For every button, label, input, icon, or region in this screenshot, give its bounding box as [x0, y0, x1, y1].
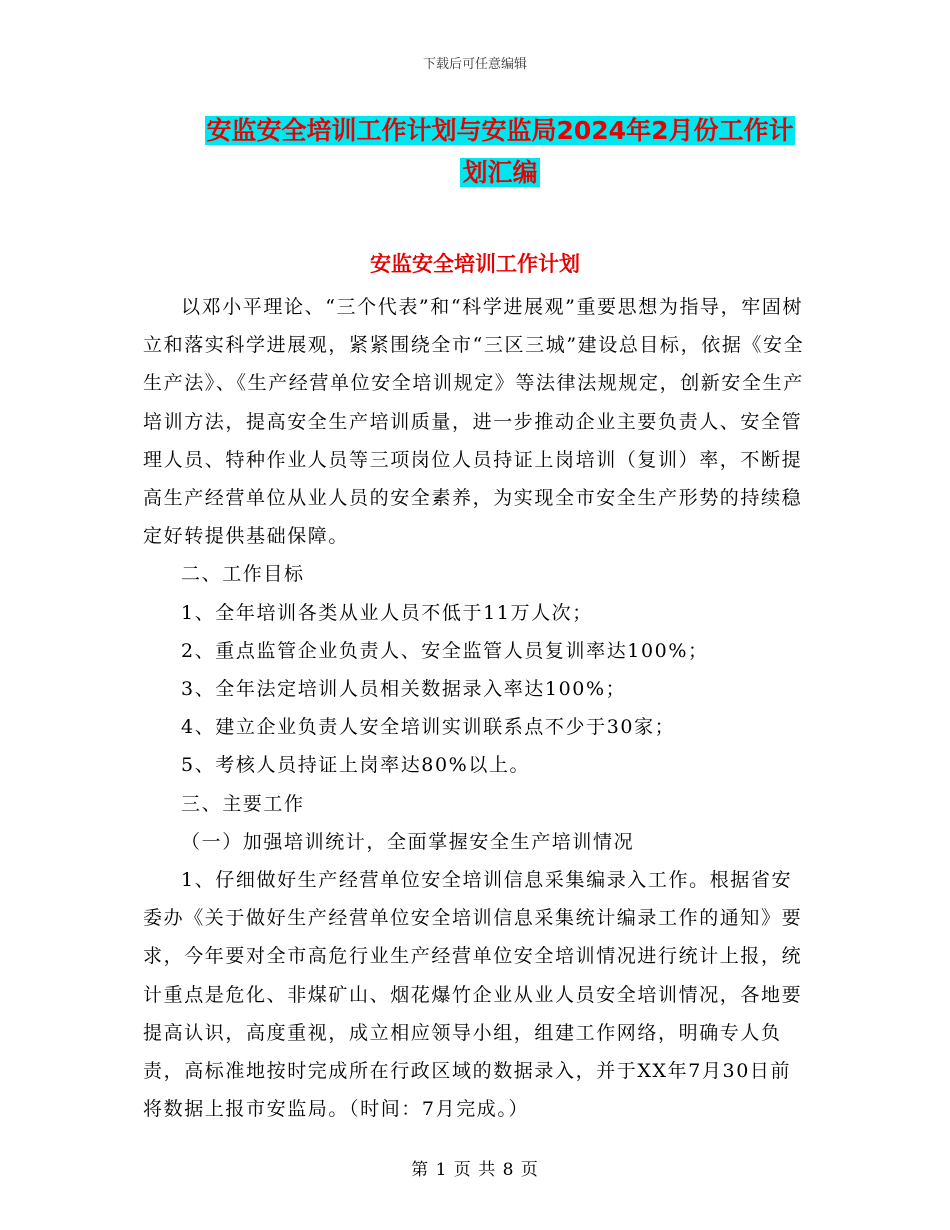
- paragraph-info-collection: 1、仔细做好生产经营单位安全培训信息采集编录入工作。根据省安委办《关于做好生产经营单位安全培训信息采集统计编录工作的通知》要求，今年要对全市高危行业生产经营单位安全培训情况进行统计上报，统计重点是危化、非煤矿山、烟花爆竹企业从业人员安全培训情况，各地要提高认识，高度重视，成立相应领导小组，组建工作网络，明确专人负责，高标准地按时完成所在行政区域的数据录入，并于XX年7月30日前将数据上报市安监局。（时间：7月完成。）: [143, 869, 803, 1121]
- goal-item-5: 5、考核人员持证上岗率达80%以上。: [181, 754, 531, 777]
- paragraph-intro: 以邓小平理论、“三个代表”和“科学进展观”重要思想为指导，牢固树立和落实科学进展观，紧紧围绕全市“三区三城”建设总目标，依据《安全生产法》、《生产经营单位安全培训规定》等法律法规规定，创新安全生产培训方法，提高安全生产培训质量，进一步推动企业主要负责人、安全管理人员、特种作业人员等三项岗位人员持证上岗培训（复训）率，不断提高生产经营单位从业人员的安全素养，为实现全市安全生产形势的持续稳定好转提供基础保障。: [143, 296, 805, 548]
- heading-main-work: 三、主要工作: [181, 792, 305, 815]
- subheading-training-statistics: （一）加强培训统计，全面掌握安全生产培训情况: [181, 830, 635, 853]
- goal-item-4: 4、建立企业负责人安全培训实训联系点不少于30家；: [181, 716, 676, 739]
- document-body: [143, 288, 807, 1128]
- main-title: [160, 110, 840, 194]
- goal-item-1: 1、全年培训各类从业人员不低于11万人次；: [181, 601, 593, 624]
- heading-work-goals: 二、工作目标: [181, 563, 305, 586]
- section-title: 安监安全培训工作计划: [370, 252, 580, 276]
- goal-item-3: 3、全年法定培训人员相关数据录入率达100%；: [181, 678, 627, 701]
- page-footer: 第 1 页 共 8 页: [411, 1160, 539, 1180]
- header-note: 下载后可任意编辑: [422, 57, 527, 72]
- main-title-line-2: 划汇编: [462, 158, 538, 187]
- goal-item-2: 2、重点监管企业负责人、安全监管人员复训率达100%；: [181, 639, 709, 662]
- main-title-line-1: 安监安全培训工作计划与安监局2024年2月份工作计: [206, 116, 794, 145]
